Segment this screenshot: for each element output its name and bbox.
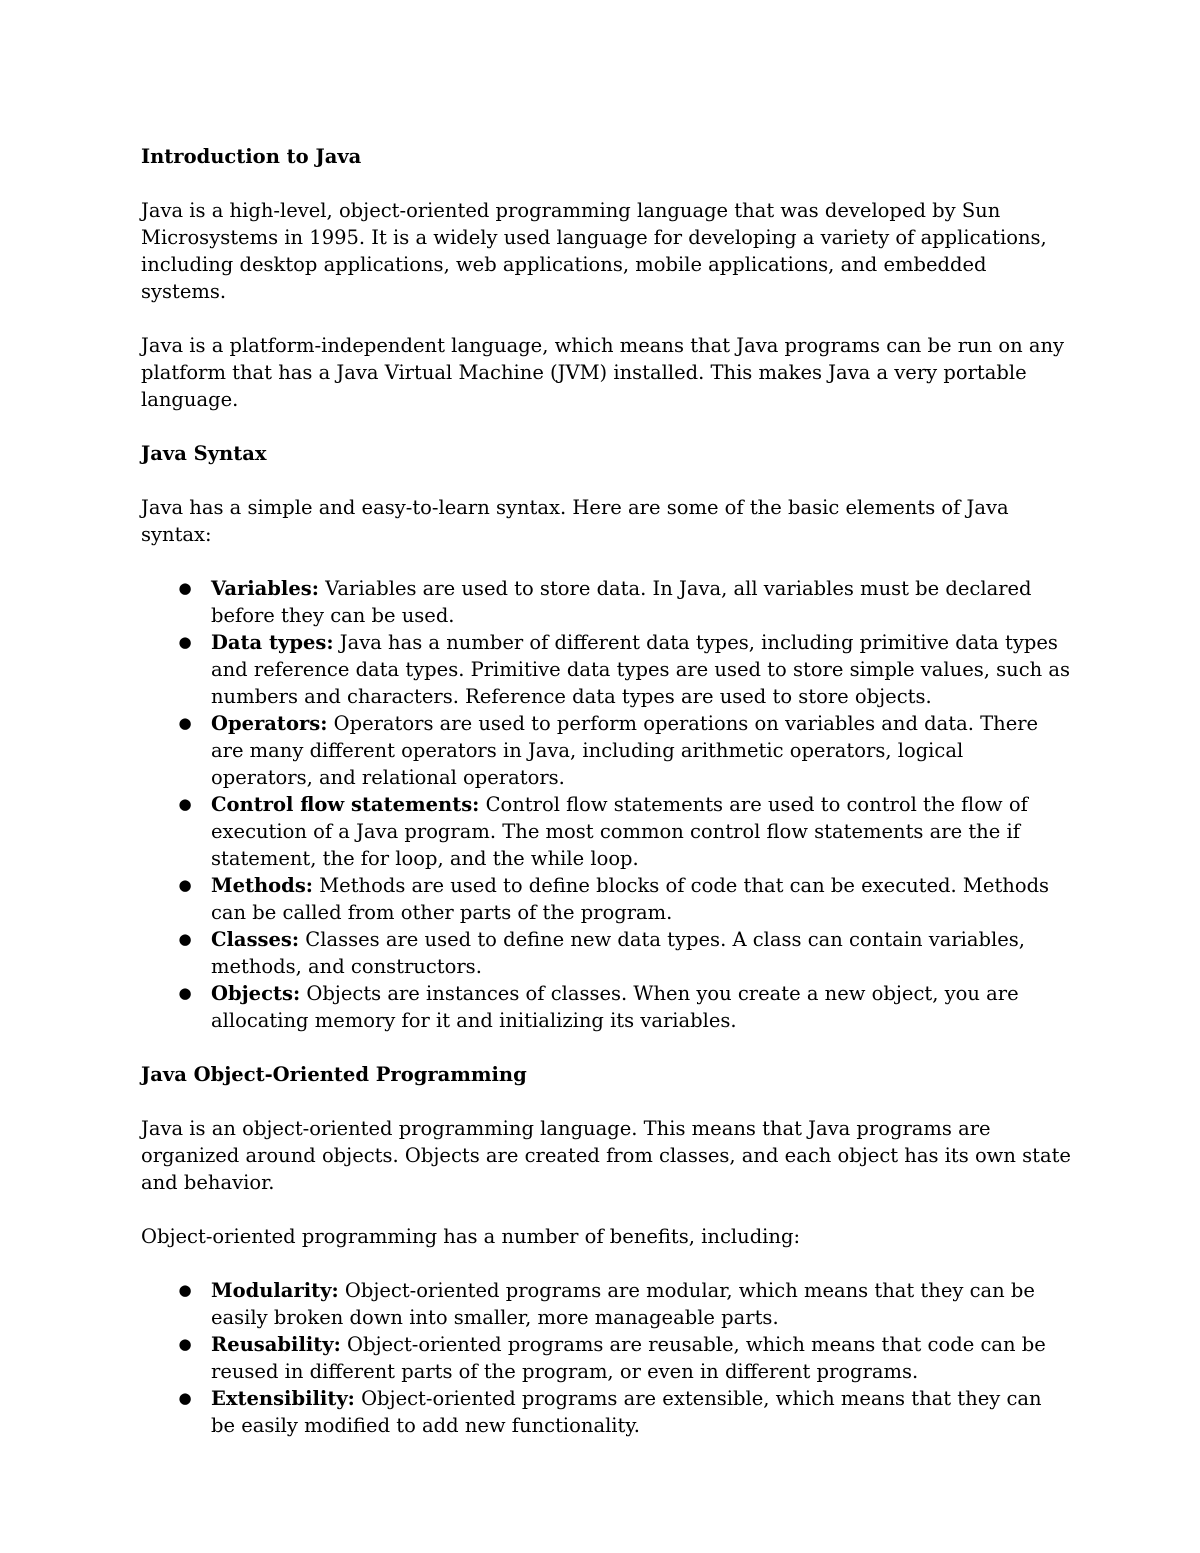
list-item-text: Operators are used to perform operations on variables and data. There are many different operators in Java, including arithmetic operators, logical operators, and relational operators.: [211, 712, 1039, 789]
list-item-term: Objects:: [211, 982, 301, 1005]
list-item-text: Methods are used to define blocks of code that can be executed. Methods can be called from other parts of the program.: [211, 874, 1050, 924]
list-item-term: Classes:: [211, 928, 300, 951]
list-item: [141, 1331, 1071, 1385]
list-item: [141, 980, 1071, 1034]
list-item-text: Java has a number of different data types, including primitive data types and reference data types. Primitive data types are used to store simple values, such as numbers and characters. Reference data types are used to store objects.: [211, 631, 1071, 708]
list-item: [141, 872, 1071, 926]
paragraph-oop-2: Object-oriented programming has a number of benefits, including:: [141, 1225, 801, 1248]
list-item-text: Objects are instances of classes. When you create a new object, you are allocating memory for it and initializing its variables.: [211, 982, 1019, 1032]
syntax-bullet-list: [141, 575, 1071, 1034]
oop-benefits-bullet-list: [141, 1277, 1071, 1439]
list-item: [141, 791, 1071, 872]
paragraph-oop-1: Java is an object-oriented programming language. This means that Java programs are organized around objects. Objects are created from classes, and each object has its own state and behavior.: [141, 1117, 1071, 1194]
list-item-term: Operators:: [211, 712, 328, 735]
list-item-term: Reusability:: [211, 1333, 341, 1356]
bullet-icon: ●: [178, 1335, 192, 1353]
list-item: [141, 926, 1071, 980]
list-item: [141, 575, 1071, 629]
paragraph-syntax-intro: Java has a simple and easy-to-learn syntax. Here are some of the basic elements of Java syntax:: [141, 496, 1009, 546]
list-item-term: Variables:: [211, 577, 319, 600]
bullet-icon: ●: [178, 633, 192, 651]
list-item: [141, 1385, 1071, 1439]
list-item-term: Control flow statements:: [211, 793, 480, 816]
list-item-term: Modularity:: [211, 1279, 339, 1302]
bullet-icon: ●: [178, 714, 192, 732]
list-item-text: Object-oriented programs are extensible, which means that they can be easily modified to add new functionality.: [211, 1387, 1042, 1437]
list-item-term: Methods:: [211, 874, 313, 897]
list-item-term: Data types:: [211, 631, 334, 654]
section-heading-java-syntax: Java Syntax: [141, 442, 267, 465]
bullet-icon: ●: [178, 984, 192, 1002]
list-item-text: Variables are used to store data. In Java, all variables must be declared before they can be used.: [211, 577, 1032, 627]
list-item-text: Object-oriented programs are reusable, which means that code can be reused in different parts of the program, or even in different programs.: [211, 1333, 1046, 1383]
list-item: [141, 710, 1071, 791]
document-page: [141, 143, 1071, 1466]
section-heading-oop: Java Object-Oriented Programming: [141, 1063, 527, 1086]
paragraph-intro-1: Java is a high-level, object-oriented programming language that was developed by Sun Microsystems in 1995. It is a widely used language for developing a variety of applications, including desktop applications, web applications, mobile applications, and embedded systems.: [141, 199, 1047, 303]
list-item-term: Extensibility:: [211, 1387, 355, 1410]
bullet-icon: ●: [178, 579, 192, 597]
list-item-text: Classes are used to define new data types. A class can contain variables, methods, and constructors.: [211, 928, 1026, 978]
bullet-icon: ●: [178, 1389, 192, 1407]
bullet-icon: ●: [178, 876, 192, 894]
list-item: [141, 1277, 1071, 1331]
list-item: [141, 629, 1071, 710]
list-item-text: Control flow statements are used to control the flow of execution of a Java program. The most common control flow statements are the if statement, the for loop, and the while loop.: [211, 793, 1028, 870]
paragraph-intro-2: Java is a platform-independent language, which means that Java programs can be run on any platform that has a Java Virtual Machine (JVM) installed. This makes Java a very portable language.: [141, 334, 1065, 411]
list-item-text: Object-oriented programs are modular, which means that they can be easily broken down into smaller, more manageable parts.: [211, 1279, 1035, 1329]
bullet-icon: ●: [178, 1281, 192, 1299]
bullet-icon: ●: [178, 930, 192, 948]
bullet-icon: ●: [178, 795, 192, 813]
section-heading-introduction: Introduction to Java: [141, 145, 362, 168]
